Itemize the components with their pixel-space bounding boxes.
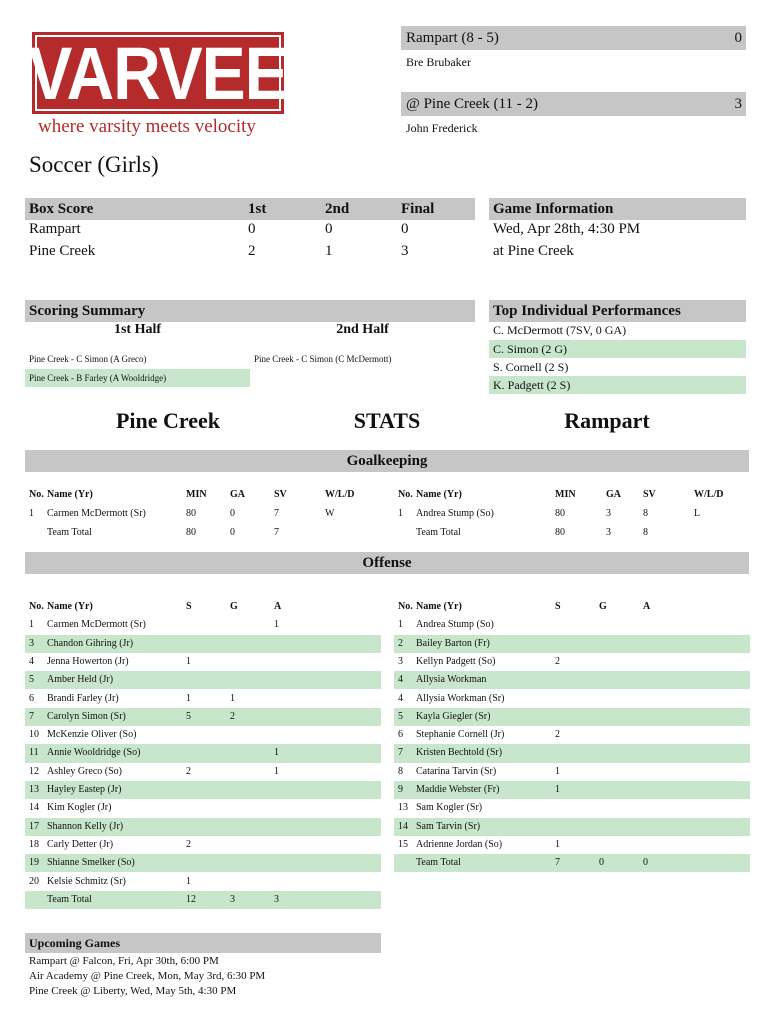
offense-section-bar: Offense (25, 552, 749, 574)
table-cell: Kristen Bechtold (Sr) (416, 747, 503, 759)
table-cell: Team Total (416, 527, 461, 538)
table-row (394, 726, 750, 744)
column-header: Name (Yr) (47, 489, 93, 500)
table-cell: 5 (29, 674, 34, 686)
team-score-bar-home (401, 92, 746, 116)
box-score-team: Pine Creek (29, 243, 96, 259)
logo-text: VARVEE (28, 31, 288, 115)
team-coach: John Frederick (406, 121, 478, 135)
team-score: 3 (734, 96, 742, 112)
box-score-header-1st: 1st (248, 201, 267, 217)
table-cell: 0 (643, 857, 648, 869)
table-cell: 12 (186, 893, 196, 905)
table-cell: 5 (398, 710, 403, 722)
table-cell: Maddie Webster (Fr) (416, 784, 500, 795)
table-cell: 5 (186, 710, 191, 722)
box-score-cell: 3 (401, 243, 409, 259)
offense-table-away (394, 598, 750, 874)
half1-header: 1st Half (113, 322, 162, 337)
table-row (25, 708, 381, 726)
table-cell: 1 (186, 875, 191, 887)
table-cell: 20 (29, 875, 39, 887)
table-cell: 7 (398, 747, 403, 759)
offense-table-home (25, 598, 381, 910)
box-score-cell: 2 (248, 243, 256, 259)
table-cell: L (694, 508, 701, 519)
table-cell: 80 (555, 527, 565, 538)
table-row (25, 873, 381, 891)
table-row (25, 854, 381, 872)
box-score-header-label: Box Score (29, 201, 94, 217)
table-cell: W (325, 508, 335, 519)
logo-frame (28, 31, 288, 115)
table-cell: Bailey Barton (Fr) (416, 637, 490, 649)
column-header: W/L/D (694, 489, 724, 500)
table-cell: 1 (186, 692, 191, 704)
column-header: GA (606, 489, 621, 500)
table-cell: Ashley Greco (So) (47, 765, 122, 777)
column-header: No. (29, 601, 44, 612)
table-row (25, 763, 381, 781)
column-header: SV (274, 489, 287, 500)
table-cell: Shannon Kelly (Jr) (47, 820, 124, 832)
upcoming-game: Air Academy @ Pine Creek, Mon, May 3rd, 6:30 PM (29, 970, 266, 982)
column-header: MIN (186, 489, 207, 500)
game-date: Wed, Apr 28th, 4:30 PM (493, 221, 641, 237)
table-row (394, 708, 750, 726)
table-cell: Hayley Eastep (Jr) (47, 784, 122, 795)
team-coach: Bre Brubaker (406, 55, 471, 69)
table-cell: 1 (555, 838, 560, 850)
column-header: A (643, 601, 651, 612)
column-header: Name (Yr) (416, 601, 462, 612)
table-row (394, 763, 750, 781)
table-cell: Shianne Smelker (So) (47, 857, 135, 869)
column-header: A (274, 601, 282, 612)
table-cell: 1 (274, 747, 279, 759)
table-cell: 4 (398, 674, 403, 686)
table-row (394, 653, 750, 671)
table-cell: 80 (186, 527, 196, 538)
game-location: at Pine Creek (493, 243, 574, 259)
table-row (25, 818, 381, 836)
table-cell: 3 (606, 527, 611, 538)
column-header: S (186, 601, 192, 612)
table-row (394, 744, 750, 762)
table-cell: McKenzie Oliver (So) (47, 729, 137, 741)
table-cell: 2 (186, 765, 191, 777)
column-header: No. (398, 489, 413, 500)
table-cell: 1 (398, 619, 403, 631)
table-cell: 2 (186, 838, 191, 850)
table-cell: Stephanie Cornell (Jr) (416, 729, 505, 741)
table-cell: 3 (230, 893, 235, 905)
performance-item: K. Padgett (2 S) (489, 376, 746, 394)
table-cell: 1 (29, 508, 34, 519)
table-cell: 12 (29, 765, 39, 777)
table-cell: 7 (274, 508, 279, 519)
table-cell: Team Total (47, 527, 92, 538)
table-cell: 1 (230, 692, 235, 704)
table-cell: 80 (186, 508, 196, 519)
table-cell: Adrienne Jordan (So) (416, 838, 503, 850)
column-header: No. (29, 489, 44, 500)
logo-tagline: where varsity meets velocity (38, 116, 256, 137)
table-cell: Andrea Stump (So) (416, 508, 494, 519)
table-cell: 15 (398, 838, 408, 850)
table-cell: 1 (555, 784, 560, 795)
table-cell: Kayla Giegler (Sr) (416, 710, 491, 722)
column-header: GA (230, 489, 245, 500)
table-row (398, 504, 750, 523)
team-label: @ Pine Creek (11 - 2) (406, 96, 538, 112)
box-score-header (25, 198, 475, 220)
table-cell: Carmen McDermott (Sr) (47, 619, 146, 631)
table-cell: Catarina Tarvin (Sr) (416, 765, 497, 777)
table-row (25, 671, 381, 689)
column-header: G (230, 601, 238, 612)
table-row (394, 671, 750, 689)
top-performances-label: Top Individual Performances (493, 303, 681, 319)
scoring-summary-label: Scoring Summary (29, 303, 146, 319)
team-total-row (25, 891, 381, 909)
box-score-cell: 0 (401, 221, 409, 237)
scoring-play: Pine Creek - C Simon (C McDermott) (254, 354, 392, 364)
table-cell: 3 (29, 637, 34, 649)
table-cell: 1 (274, 619, 279, 631)
table-cell: 8 (398, 765, 403, 777)
upcoming-game: Pine Creek @ Liberty, Wed, May 5th, 4:30 PM (29, 985, 237, 997)
table-cell: 3 (274, 893, 279, 905)
scoring-play: Pine Creek - C Simon (A Greco) (29, 354, 147, 364)
table-cell: Kellyn Padgett (So) (416, 655, 496, 667)
table-cell: 7 (274, 527, 279, 538)
stats-home-team: Pine Creek (115, 408, 221, 433)
table-cell: 1 (274, 765, 279, 777)
table-cell: 6 (29, 692, 34, 704)
performance-item: S. Cornell (2 S) (493, 360, 569, 374)
column-header: MIN (555, 489, 576, 500)
table-cell: Annie Wooldridge (So) (47, 747, 141, 759)
table-row (394, 836, 750, 854)
table-header-row (25, 598, 381, 616)
column-header: S (555, 601, 561, 612)
table-row (25, 836, 381, 854)
team-label: Rampart (8 - 5) (406, 30, 499, 46)
table-cell: 11 (29, 747, 39, 759)
table-cell: Allysia Workman (416, 674, 487, 686)
table-cell: 19 (29, 857, 39, 869)
table-cell: Jenna Howerton (Jr) (47, 655, 129, 667)
table-header-row (398, 485, 750, 504)
table-header-row (29, 485, 381, 504)
table-row (394, 635, 750, 653)
table-cell: 13 (29, 784, 39, 795)
table-cell: 9 (398, 784, 403, 795)
table-cell: Allysia Workman (Sr) (416, 692, 505, 704)
game-info-header-label: Game Information (493, 201, 614, 217)
table-cell: 4 (29, 655, 34, 667)
table-row (25, 726, 381, 744)
table-cell: 1 (555, 765, 560, 777)
table-cell: 1 (398, 508, 403, 519)
table-cell: 7 (29, 710, 34, 722)
table-cell: Sam Tarvin (Sr) (416, 820, 481, 832)
table-cell: 14 (398, 820, 408, 832)
table-cell: Team Total (47, 893, 92, 905)
table-cell: 6 (398, 729, 403, 741)
table-cell: 2 (230, 710, 235, 722)
table-cell: Brandi Farley (Jr) (47, 692, 119, 704)
page-title: Soccer (Girls) (29, 152, 159, 177)
table-row (25, 799, 381, 817)
table-cell: 0 (230, 527, 235, 538)
table-cell: Kim Kogler (Jr) (47, 802, 112, 814)
box-score-header-2nd: 2nd (325, 201, 350, 217)
team-total-row (29, 523, 381, 542)
table-cell: 14 (29, 802, 39, 814)
table-cell: 80 (555, 508, 565, 519)
table-cell: 10 (29, 729, 39, 741)
table-row (394, 781, 750, 799)
table-cell: 3 (606, 508, 611, 519)
table-cell: Andrea Stump (So) (416, 619, 494, 631)
table-cell: 0 (599, 857, 604, 869)
team-total-row (394, 854, 750, 872)
table-cell: 2 (555, 655, 560, 667)
upcoming-game: Rampart @ Falcon, Fri, Apr 30th, 6:00 PM (29, 955, 219, 967)
column-header: No. (398, 601, 413, 612)
box-score-cell: 0 (325, 221, 333, 237)
table-cell: Amber Held (Jr) (47, 674, 114, 686)
column-header: Name (Yr) (47, 601, 93, 612)
table-cell: 8 (643, 508, 648, 519)
column-header: W/L/D (325, 489, 355, 500)
goalkeeping-table-home (29, 485, 381, 545)
table-row (394, 799, 750, 817)
table-cell: Sam Kogler (Sr) (416, 802, 483, 814)
table-row (394, 818, 750, 836)
upcoming-games-label: Upcoming Games (29, 936, 120, 950)
table-cell: Carly Detter (Jr) (47, 838, 114, 850)
table-cell: 2 (555, 729, 560, 741)
team-total-row (398, 523, 750, 542)
table-row (25, 635, 381, 653)
goalkeeping-section-bar: Goalkeeping (25, 450, 749, 472)
table-cell: 3 (398, 655, 403, 667)
box-score-cell: 0 (248, 221, 256, 237)
game-info-header (489, 198, 746, 220)
table-row (25, 744, 381, 762)
table-cell: Kelsie Schmitz (Sr) (47, 875, 126, 887)
performance-item: C. McDermott (7SV, 0 GA) (493, 323, 627, 337)
half2-header: 2nd Half (336, 322, 389, 337)
table-cell: Chandon Gihring (Jr) (47, 637, 134, 649)
team-score-bar-away (401, 26, 746, 50)
table-cell: Carolyn Simon (Sr) (47, 710, 126, 722)
box-score-team: Rampart (29, 221, 81, 237)
table-row (25, 781, 381, 799)
table-cell: 1 (29, 619, 34, 631)
table-cell: Team Total (416, 857, 461, 869)
table-cell: 0 (230, 508, 235, 519)
upcoming-games-header (25, 933, 381, 953)
column-header: Name (Yr) (416, 489, 462, 500)
table-header-row (394, 598, 750, 616)
top-performances-header (489, 300, 746, 322)
table-row (394, 690, 750, 708)
table-row (394, 616, 750, 634)
table-cell: Carmen McDermott (Sr) (47, 508, 146, 519)
varvee-logo (28, 31, 288, 115)
performance-item: C. Simon (2 G) (489, 340, 746, 358)
scoring-summary-header (25, 300, 475, 322)
table-cell: 4 (398, 692, 403, 704)
table-cell: 7 (555, 857, 560, 869)
box-score-header-final: Final (401, 201, 435, 217)
stats-title: STATS (353, 408, 421, 433)
column-header: SV (643, 489, 656, 500)
box-score-cell: 1 (325, 243, 333, 259)
table-row (25, 616, 381, 634)
table-cell: 18 (29, 838, 39, 850)
table-cell: 17 (29, 820, 39, 832)
table-row (25, 690, 381, 708)
table-row (25, 653, 381, 671)
table-cell: 8 (643, 527, 648, 538)
goalkeeping-table-away (398, 485, 750, 545)
team-score: 0 (734, 30, 742, 46)
table-row (29, 504, 381, 523)
scoring-play: Pine Creek - B Farley (A Wooldridge) (25, 369, 250, 387)
column-header: G (599, 601, 607, 612)
table-cell: 13 (398, 802, 408, 814)
table-cell: 1 (186, 655, 191, 667)
table-cell: 2 (398, 637, 403, 649)
stats-away-team: Rampart (564, 408, 650, 433)
